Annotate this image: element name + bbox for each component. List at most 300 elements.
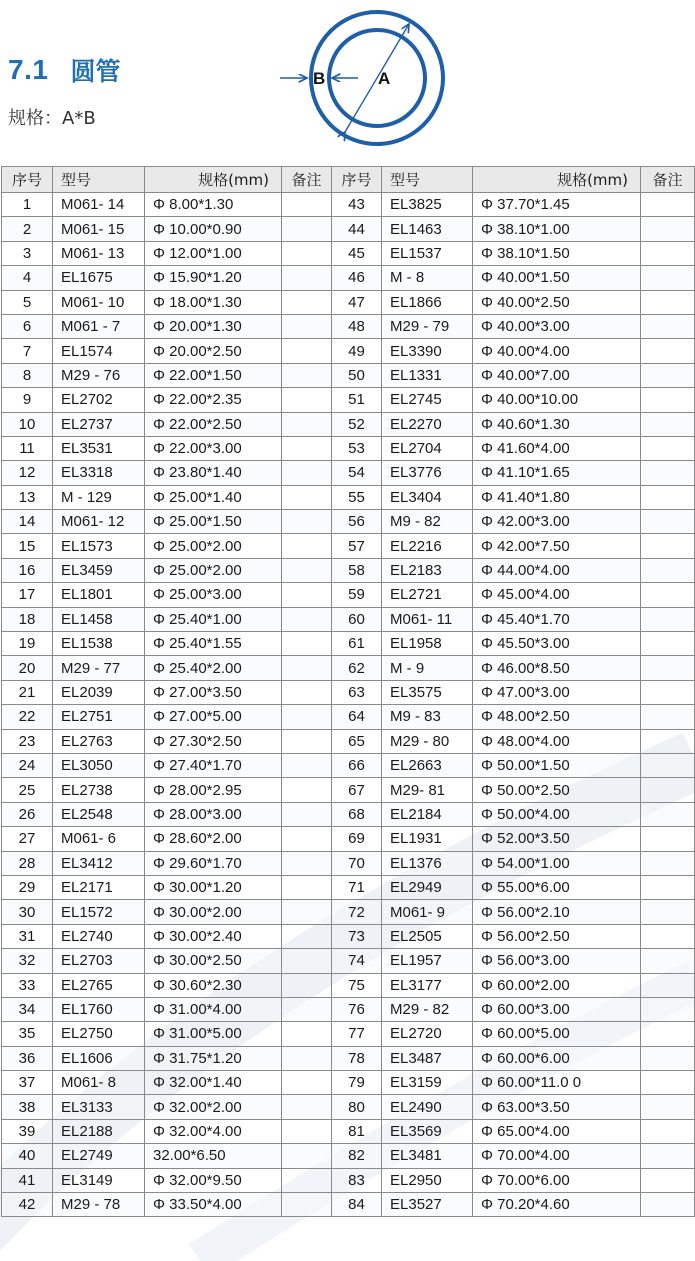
- cell-no: 27: [2, 827, 53, 851]
- cell-no: 80: [332, 1095, 382, 1119]
- col-header-note-right: 备注: [641, 167, 695, 193]
- cell-no: 14: [2, 510, 53, 534]
- col-header-model-left: 型号: [53, 167, 145, 193]
- cell-no: 43: [332, 193, 382, 217]
- cell-note: [282, 339, 332, 363]
- cell-note: [282, 900, 332, 924]
- label-b: B: [313, 69, 326, 88]
- cell-spec: Φ 40.60*1.30: [473, 412, 641, 436]
- cell-model: EL2751: [53, 705, 145, 729]
- cell-note: [641, 680, 695, 704]
- cell-spec: Φ 40.00*4.00: [473, 339, 641, 363]
- table-row: [2, 656, 695, 680]
- cell-model: EL1957: [382, 949, 473, 973]
- cell-spec: Φ 50.00*4.00: [473, 802, 641, 826]
- cell-spec: Φ 50.00*1.50: [473, 753, 641, 777]
- cell-spec: Φ 65.00*4.00: [473, 1119, 641, 1143]
- cell-no: 57: [332, 534, 382, 558]
- cell-note: [282, 534, 332, 558]
- cell-spec: Φ 47.00*3.00: [473, 680, 641, 704]
- cell-spec: Φ 38.10*1.50: [473, 241, 641, 265]
- cell-model: M061- 6: [53, 827, 145, 851]
- cell-note: [641, 314, 695, 338]
- cell-no: 13: [2, 485, 53, 509]
- cell-spec: Φ 52.00*3.50: [473, 827, 641, 851]
- table-row: [2, 705, 695, 729]
- cell-spec: Φ 25.00*1.50: [145, 510, 282, 534]
- cell-no: 35: [2, 1022, 53, 1046]
- cell-no: 32: [2, 949, 53, 973]
- cell-no: 63: [332, 680, 382, 704]
- cell-model: EL2738: [53, 778, 145, 802]
- cell-model: M29 - 77: [53, 656, 145, 680]
- cell-no: 19: [2, 632, 53, 656]
- cell-note: [641, 1168, 695, 1192]
- table-header-row: [2, 167, 695, 193]
- cell-note: [282, 632, 332, 656]
- cell-spec: Φ 41.40*1.80: [473, 485, 641, 509]
- cell-model: M - 8: [382, 266, 473, 290]
- cell-spec: Φ 30.00*2.40: [145, 924, 282, 948]
- table-row: [2, 827, 695, 851]
- cell-no: 10: [2, 412, 53, 436]
- cell-note: [641, 339, 695, 363]
- table-row: [2, 461, 695, 485]
- cell-spec: Φ 63.00*3.50: [473, 1095, 641, 1119]
- cell-note: [282, 1193, 332, 1217]
- table-row: [2, 949, 695, 973]
- cell-spec: Φ 12.00*1.00: [145, 241, 282, 265]
- cell-model: EL1801: [53, 583, 145, 607]
- cell-no: 45: [332, 241, 382, 265]
- cell-model: EL3159: [382, 1071, 473, 1095]
- cell-model: EL1573: [53, 534, 145, 558]
- cell-spec: Φ 60.00*2.00: [473, 973, 641, 997]
- cell-spec: Φ 27.40*1.70: [145, 753, 282, 777]
- table-row: [2, 266, 695, 290]
- cell-spec: Φ 22.00*2.50: [145, 412, 282, 436]
- cell-no: 55: [332, 485, 382, 509]
- cell-note: [282, 1144, 332, 1168]
- cell-note: [282, 680, 332, 704]
- cell-spec: Φ 15.90*1.20: [145, 266, 282, 290]
- cell-no: 18: [2, 607, 53, 631]
- table-row: [2, 485, 695, 509]
- cell-no: 2: [2, 217, 53, 241]
- cell-model: EL1331: [382, 363, 473, 387]
- cell-note: [641, 241, 695, 265]
- cell-note: [282, 388, 332, 412]
- table-row: [2, 436, 695, 460]
- cell-spec: Φ 48.00*2.50: [473, 705, 641, 729]
- cell-model: EL3318: [53, 461, 145, 485]
- cell-note: [641, 851, 695, 875]
- cell-no: 33: [2, 973, 53, 997]
- cell-no: 8: [2, 363, 53, 387]
- col-header-model-right: 型号: [382, 167, 473, 193]
- table-row: [2, 388, 695, 412]
- cell-note: [282, 949, 332, 973]
- cell-model: EL3177: [382, 973, 473, 997]
- cell-no: 25: [2, 778, 53, 802]
- cell-spec: Φ 27.30*2.50: [145, 729, 282, 753]
- cell-note: [641, 997, 695, 1021]
- cell-no: 52: [332, 412, 382, 436]
- cell-no: 69: [332, 827, 382, 851]
- cell-note: [282, 875, 332, 899]
- cell-note: [282, 266, 332, 290]
- cell-model: M29 - 76: [53, 363, 145, 387]
- cell-spec: Φ 50.00*2.50: [473, 778, 641, 802]
- cell-spec: Φ 56.00*2.50: [473, 924, 641, 948]
- label-a: A: [378, 69, 391, 88]
- cell-note: [641, 485, 695, 509]
- table-row: [2, 851, 695, 875]
- cell-model: EL3404: [382, 485, 473, 509]
- cell-note: [282, 510, 332, 534]
- cell-note: [641, 607, 695, 631]
- cell-model: EL1931: [382, 827, 473, 851]
- cell-spec: Φ 42.00*3.00: [473, 510, 641, 534]
- cell-spec: Φ 40.00*7.00: [473, 363, 641, 387]
- cell-note: [641, 193, 695, 217]
- cell-note: [282, 363, 332, 387]
- cell-spec: Φ 23.80*1.40: [145, 461, 282, 485]
- cell-model: EL2765: [53, 973, 145, 997]
- cell-spec: Φ 56.00*3.00: [473, 949, 641, 973]
- cell-model: EL2763: [53, 729, 145, 753]
- cell-spec: Φ 45.00*4.00: [473, 583, 641, 607]
- cell-spec: Φ 28.00*2.95: [145, 778, 282, 802]
- cell-model: EL2505: [382, 924, 473, 948]
- cell-no: 78: [332, 1046, 382, 1070]
- cell-note: [282, 583, 332, 607]
- cell-note: [641, 656, 695, 680]
- cell-note: [282, 1022, 332, 1046]
- cell-no: 29: [2, 875, 53, 899]
- cell-note: [282, 558, 332, 582]
- table-row: [2, 632, 695, 656]
- col-header-spec-left: 规格(mm): [145, 167, 282, 193]
- cell-model: EL3133: [53, 1095, 145, 1119]
- cell-spec: Φ 31.00*5.00: [145, 1022, 282, 1046]
- cell-model: EL3776: [382, 461, 473, 485]
- cell-model: M061 - 7: [53, 314, 145, 338]
- cell-model: EL1958: [382, 632, 473, 656]
- cell-model: EL1538: [53, 632, 145, 656]
- cell-no: 4: [2, 266, 53, 290]
- cell-spec: Φ 22.00*3.00: [145, 436, 282, 460]
- cell-no: 34: [2, 997, 53, 1021]
- cell-no: 82: [332, 1144, 382, 1168]
- cell-spec: Φ 46.00*8.50: [473, 656, 641, 680]
- cell-no: 39: [2, 1119, 53, 1143]
- cell-no: 84: [332, 1193, 382, 1217]
- cell-no: 81: [332, 1119, 382, 1143]
- cell-spec: Φ 18.00*1.30: [145, 290, 282, 314]
- spec-table-wrapper: [1, 166, 694, 1217]
- cell-no: 41: [2, 1168, 53, 1192]
- cell-no: 17: [2, 583, 53, 607]
- table-row: [2, 290, 695, 314]
- cell-note: [641, 973, 695, 997]
- cell-spec: Φ 30.00*2.50: [145, 949, 282, 973]
- spec-label: 规格：A*B: [8, 108, 96, 129]
- cell-spec: Φ 41.10*1.65: [473, 461, 641, 485]
- cell-model: EL3569: [382, 1119, 473, 1143]
- cell-no: 53: [332, 436, 382, 460]
- cell-spec: Φ 60.00*5.00: [473, 1022, 641, 1046]
- cell-no: 3: [2, 241, 53, 265]
- cell-spec: 32.00*6.50: [145, 1144, 282, 1168]
- cell-model: M29 - 79: [382, 314, 473, 338]
- cell-no: 67: [332, 778, 382, 802]
- cell-spec: Φ 27.00*3.50: [145, 680, 282, 704]
- cell-note: [282, 705, 332, 729]
- cell-note: [282, 802, 332, 826]
- cell-note: [641, 266, 695, 290]
- cell-model: EL2490: [382, 1095, 473, 1119]
- cell-no: 61: [332, 632, 382, 656]
- cell-note: [282, 607, 332, 631]
- cell-no: 40: [2, 1144, 53, 1168]
- cell-note: [282, 1119, 332, 1143]
- table-row: [2, 802, 695, 826]
- cell-model: M29 - 78: [53, 1193, 145, 1217]
- cell-no: 68: [332, 802, 382, 826]
- cell-model: EL2270: [382, 412, 473, 436]
- cell-note: [282, 193, 332, 217]
- cell-no: 22: [2, 705, 53, 729]
- cell-no: 47: [332, 290, 382, 314]
- cell-note: [641, 583, 695, 607]
- col-header-spec-right: 规格(mm): [473, 167, 641, 193]
- cell-no: 66: [332, 753, 382, 777]
- table-row: [2, 778, 695, 802]
- spec-table: [1, 166, 695, 1217]
- cell-no: 71: [332, 875, 382, 899]
- cell-no: 21: [2, 680, 53, 704]
- cell-spec: Φ 32.00*9.50: [145, 1168, 282, 1192]
- cell-spec: Φ 31.75*1.20: [145, 1046, 282, 1070]
- table-row: [2, 583, 695, 607]
- cell-model: EL3531: [53, 436, 145, 460]
- cell-no: 11: [2, 436, 53, 460]
- table-row: [2, 314, 695, 338]
- cell-no: 62: [332, 656, 382, 680]
- cell-model: M - 9: [382, 656, 473, 680]
- cell-note: [282, 753, 332, 777]
- cell-note: [641, 632, 695, 656]
- table-row: [2, 900, 695, 924]
- cell-spec: Φ 27.00*5.00: [145, 705, 282, 729]
- cell-model: EL3459: [53, 558, 145, 582]
- cell-spec: Φ 25.40*1.00: [145, 607, 282, 631]
- cell-model: M061- 8: [53, 1071, 145, 1095]
- cell-note: [641, 1071, 695, 1095]
- cell-model: EL2548: [53, 802, 145, 826]
- table-row: [2, 412, 695, 436]
- cell-note: [282, 778, 332, 802]
- cell-spec: Φ 40.00*10.00: [473, 388, 641, 412]
- cell-spec: Φ 70.00*6.00: [473, 1168, 641, 1192]
- col-header-no-right: 序号: [332, 167, 382, 193]
- table-row: [2, 607, 695, 631]
- cell-no: 42: [2, 1193, 53, 1217]
- cell-no: 37: [2, 1071, 53, 1095]
- table-row: [2, 753, 695, 777]
- cell-spec: Φ 42.00*7.50: [473, 534, 641, 558]
- cell-note: [641, 705, 695, 729]
- cell-model: M29 - 80: [382, 729, 473, 753]
- round-tube-diagram: [272, 0, 472, 160]
- cell-spec: Φ 29.60*1.70: [145, 851, 282, 875]
- cell-model: EL3412: [53, 851, 145, 875]
- cell-model: M061- 10: [53, 290, 145, 314]
- cell-model: EL1866: [382, 290, 473, 314]
- cell-model: M29 - 82: [382, 997, 473, 1021]
- cell-note: [641, 290, 695, 314]
- table-row: [2, 1071, 695, 1095]
- cell-model: EL3050: [53, 753, 145, 777]
- cell-note: [641, 900, 695, 924]
- cell-note: [641, 729, 695, 753]
- cell-no: 1: [2, 193, 53, 217]
- cell-note: [641, 388, 695, 412]
- cell-model: M29- 81: [382, 778, 473, 802]
- cell-spec: Φ 28.00*3.00: [145, 802, 282, 826]
- cell-model: EL3825: [382, 193, 473, 217]
- cell-model: EL1606: [53, 1046, 145, 1070]
- cell-spec: Φ 32.00*4.00: [145, 1119, 282, 1143]
- cell-spec: Φ 25.00*3.00: [145, 583, 282, 607]
- cell-model: EL2702: [53, 388, 145, 412]
- cell-model: EL2184: [382, 802, 473, 826]
- table-row: [2, 217, 695, 241]
- cell-no: 9: [2, 388, 53, 412]
- cell-note: [641, 1144, 695, 1168]
- table-row: [2, 997, 695, 1021]
- cell-spec: Φ 70.00*4.00: [473, 1144, 641, 1168]
- table-row: [2, 1193, 695, 1217]
- cell-model: EL2949: [382, 875, 473, 899]
- cell-note: [282, 1168, 332, 1192]
- cell-model: EL1458: [53, 607, 145, 631]
- cell-spec: Φ 55.00*6.00: [473, 875, 641, 899]
- cell-spec: Φ 30.00*1.20: [145, 875, 282, 899]
- cell-spec: Φ 31.00*4.00: [145, 997, 282, 1021]
- cell-no: 38: [2, 1095, 53, 1119]
- table-row: [2, 875, 695, 899]
- cell-model: EL2703: [53, 949, 145, 973]
- cell-note: [641, 924, 695, 948]
- cell-note: [641, 412, 695, 436]
- cell-no: 30: [2, 900, 53, 924]
- cell-spec: Φ 20.00*2.50: [145, 339, 282, 363]
- cell-spec: Φ 45.40*1.70: [473, 607, 641, 631]
- cell-note: [641, 949, 695, 973]
- cell-note: [282, 436, 332, 460]
- col-header-note-left: 备注: [282, 167, 332, 193]
- cell-model: EL3487: [382, 1046, 473, 1070]
- cell-model: EL2737: [53, 412, 145, 436]
- cell-no: 31: [2, 924, 53, 948]
- cell-no: 72: [332, 900, 382, 924]
- cell-spec: Φ 54.00*1.00: [473, 851, 641, 875]
- table-row: [2, 729, 695, 753]
- cell-spec: Φ 10.00*0.90: [145, 217, 282, 241]
- table-row: [2, 1095, 695, 1119]
- cell-no: 15: [2, 534, 53, 558]
- cell-note: [282, 217, 332, 241]
- cell-note: [282, 1046, 332, 1070]
- cell-spec: Φ 37.70*1.45: [473, 193, 641, 217]
- table-row: [2, 924, 695, 948]
- cell-note: [641, 1095, 695, 1119]
- cell-note: [641, 436, 695, 460]
- cell-spec: Φ 44.00*4.00: [473, 558, 641, 582]
- cell-no: 51: [332, 388, 382, 412]
- cell-no: 23: [2, 729, 53, 753]
- cell-note: [641, 510, 695, 534]
- section-title: 圆管: [70, 57, 121, 86]
- cell-note: [641, 875, 695, 899]
- cell-no: 49: [332, 339, 382, 363]
- cell-spec: Φ 22.00*1.50: [145, 363, 282, 387]
- cell-model: M061- 13: [53, 241, 145, 265]
- cell-model: EL2950: [382, 1168, 473, 1192]
- cell-spec: Φ 25.40*1.55: [145, 632, 282, 656]
- cell-note: [641, 558, 695, 582]
- cell-model: EL3390: [382, 339, 473, 363]
- cell-no: 54: [332, 461, 382, 485]
- cell-no: 73: [332, 924, 382, 948]
- cell-model: M9 - 83: [382, 705, 473, 729]
- cell-note: [641, 778, 695, 802]
- cell-no: 64: [332, 705, 382, 729]
- cell-note: [641, 1046, 695, 1070]
- cell-model: M9 - 82: [382, 510, 473, 534]
- cell-model: M061- 9: [382, 900, 473, 924]
- cell-spec: Φ 38.10*1.00: [473, 217, 641, 241]
- cell-model: EL2720: [382, 1022, 473, 1046]
- cell-note: [282, 1095, 332, 1119]
- cell-model: EL3149: [53, 1168, 145, 1192]
- cell-no: 44: [332, 217, 382, 241]
- table-row: [2, 558, 695, 582]
- cell-no: 12: [2, 461, 53, 485]
- cell-model: EL2188: [53, 1119, 145, 1143]
- cell-note: [282, 412, 332, 436]
- cell-model: M061- 12: [53, 510, 145, 534]
- cell-model: EL1572: [53, 900, 145, 924]
- cell-spec: Φ 40.00*1.50: [473, 266, 641, 290]
- cell-note: [282, 827, 332, 851]
- cell-spec: Φ 28.60*2.00: [145, 827, 282, 851]
- cell-spec: Φ 41.60*4.00: [473, 436, 641, 460]
- cell-spec: Φ 22.00*2.35: [145, 388, 282, 412]
- cell-spec: Φ 70.20*4.60: [473, 1193, 641, 1217]
- cell-note: [282, 290, 332, 314]
- cell-no: 26: [2, 802, 53, 826]
- cell-spec: Φ 56.00*2.10: [473, 900, 641, 924]
- cell-note: [641, 1119, 695, 1143]
- cell-no: 46: [332, 266, 382, 290]
- cell-spec: Φ 20.00*1.30: [145, 314, 282, 338]
- cell-note: [641, 363, 695, 387]
- cell-model: EL1760: [53, 997, 145, 1021]
- cell-model: EL2663: [382, 753, 473, 777]
